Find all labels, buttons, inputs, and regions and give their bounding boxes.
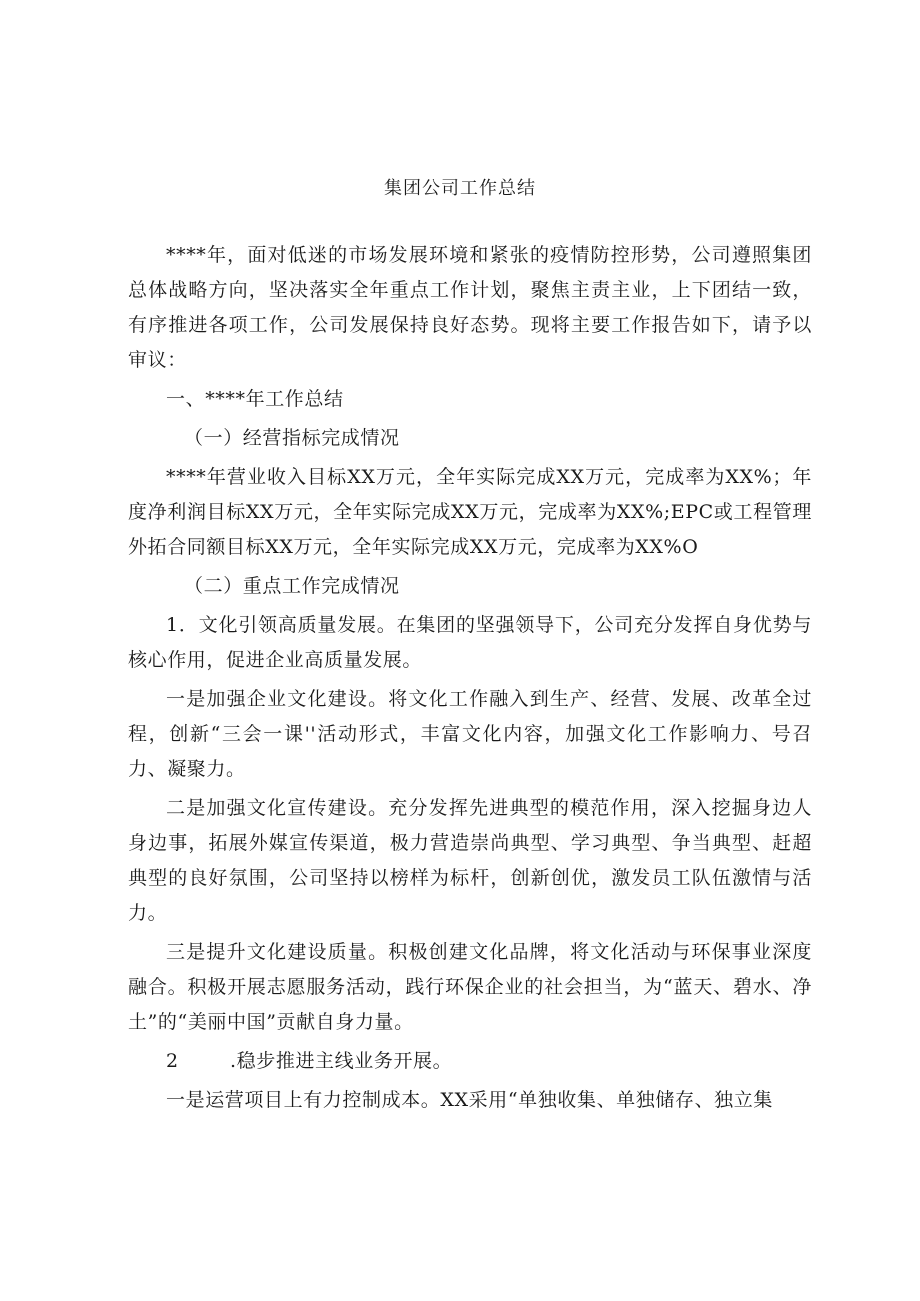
item-2-number: 2 [166,1050,179,1072]
section-heading-1: 一、****年工作总结 [166,388,344,410]
intro-paragraph: ****年，面对低迷的市场发展环境和紧张的疫情防控形势，公司遵照集团总体战略方向，坚决落实全年重点工作计划，聚焦主责主业，上下团结一致，有序推进各项工作，公司发展保持良好态势。现将主要工作报告如下，请予以审议： [128,244,812,371]
item-1-paragraph: 1．文化引领高质量发展。在集团的坚强领导下，公司充分发挥自身优势与核心作用，促进企业高质量发展。 [128,614,812,671]
culture-point-1-paragraph: 一是加强企业文化建设。将文化工作融入到生产、经营、发展、改革全过程，创新“三会一课''活动形式，丰富文化内容，加强文化工作影响力、号召力、凝聚力。 [128,688,812,780]
metrics-paragraph: ****年营业收入目标XX万元，全年实际完成XX万元，完成率为XX%；年度净利润目标XX万元，全年实际完成XX万元，完成率为XX%;EPC或工程管理外拓合同额目标XX万元，全年实际完成XX万元，完成率为XX%O [128,466,812,558]
culture-point-3-paragraph: 三是提升文化建设质量。积极创建文化品牌，将文化活动与环保事业深度融合。积极开展志愿服务活动，践行环保企业的社会担当，为“蓝天、碧水、净土”的“美丽中国”贡献自身力量。 [128,941,812,1033]
document-title: 集团公司工作总结 [384,178,536,199]
document-body [128,238,812,1122]
subsection-heading-2: （二）重点工作完成情况 [184,575,400,597]
subsection-heading-1: （一）经营指标完成情况 [184,427,400,449]
operations-paragraph: 一是运营项目上有力控制成本。XX采用“单独收集、单独储存、独立集 [166,1089,773,1111]
item-2-paragraph [128,1044,812,1079]
item-2-text: .稳步推进主线业务开展。 [230,1050,453,1072]
culture-point-2-paragraph: 二是加强文化宣传建设。充分发挥先进典型的模范作用，深入挖掘身边人身边事，拓展外媒宣传渠道，极力营造崇尚典型、学习典型、争当典型、赶超典型的良好氛围，公司坚持以榜样为标杆，创新创优，激发员工队伍激情与活力。 [128,797,812,924]
